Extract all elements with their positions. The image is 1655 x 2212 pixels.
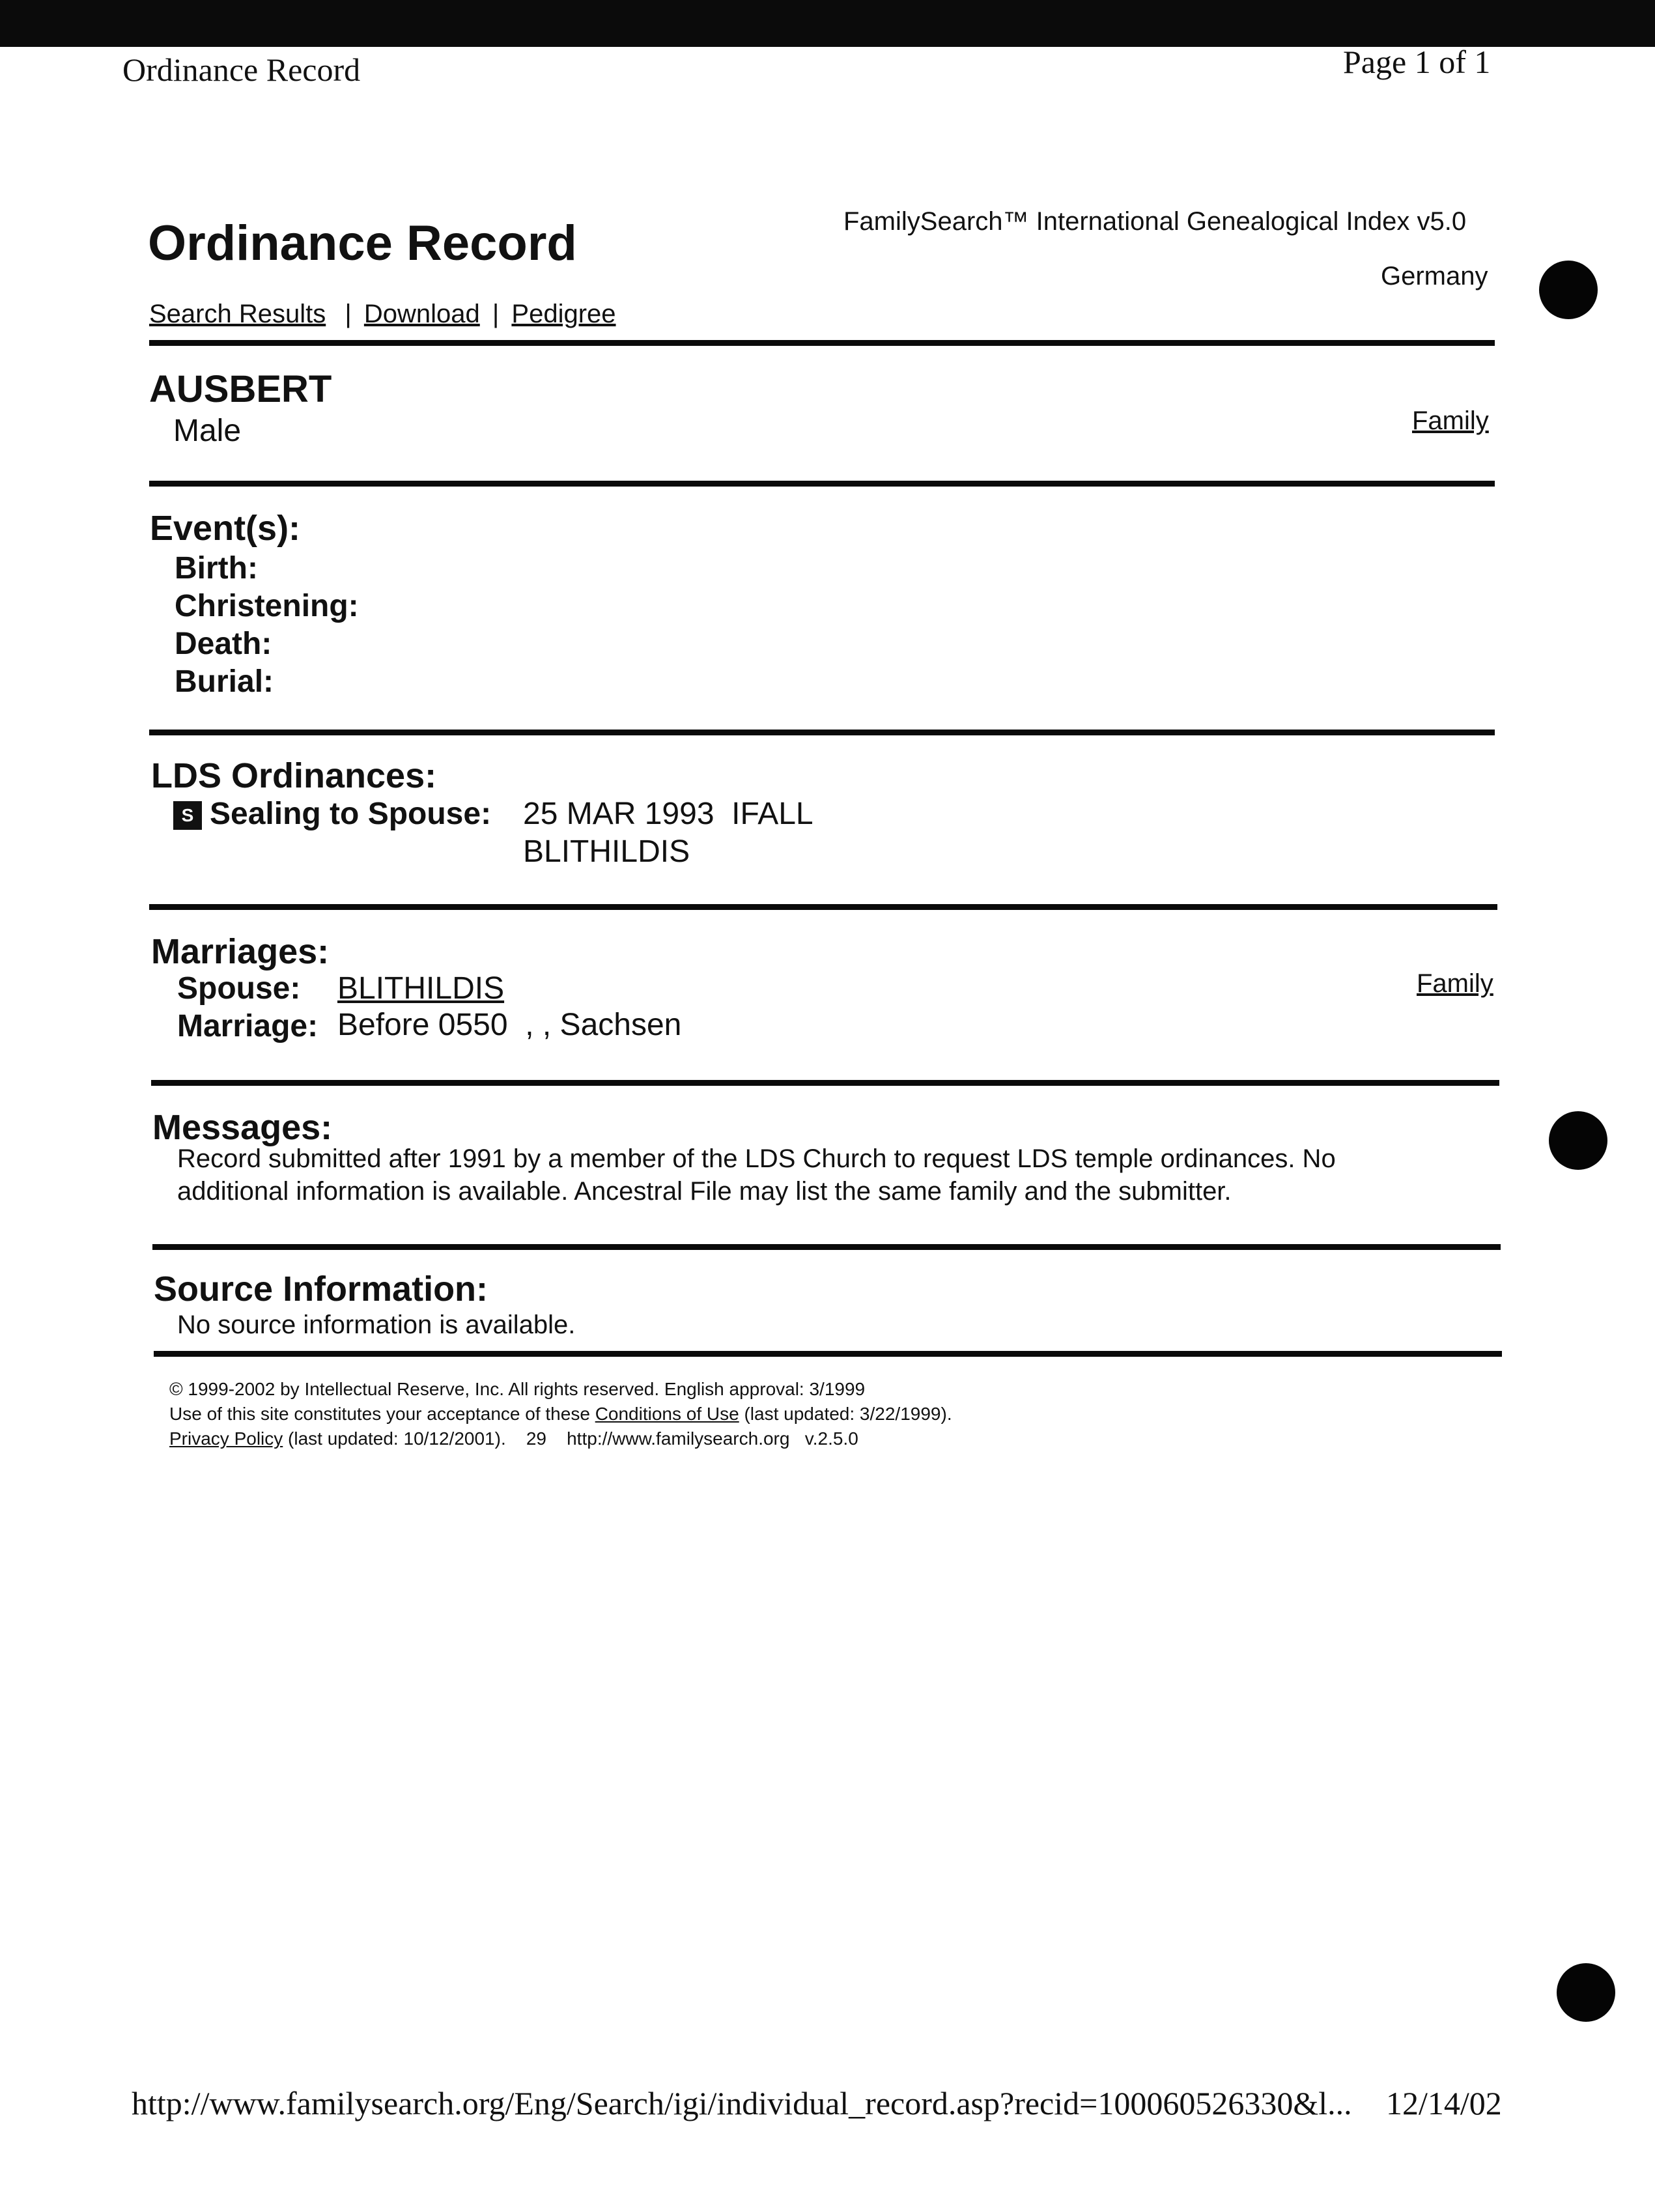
messages-text (177, 1142, 1336, 1208)
privacy-policy-link[interactable]: Privacy Policy (169, 1428, 283, 1449)
birth-label: Birth: (175, 551, 258, 586)
search-results-link[interactable]: Search Results (149, 300, 326, 328)
section-divider (149, 340, 1495, 346)
privacy-line (169, 1426, 952, 1451)
person-name: AUSBERT (149, 368, 332, 410)
messages-line: additional information is available. Ancestral File may list the same family and the submitter. (177, 1177, 1232, 1206)
punch-hole-icon (1549, 1111, 1607, 1170)
punch-hole-icon (1539, 261, 1598, 319)
terms-text: Use of this site constitutes your acceptance of these (169, 1404, 595, 1424)
section-divider (149, 730, 1495, 735)
spouse-label: Spouse: (177, 971, 301, 1006)
marriage-value: Before 0550 , , Sachsen (337, 1008, 682, 1042)
region-label: Germany (1381, 262, 1488, 291)
section-divider (149, 481, 1495, 487)
messages-line: Record submitted after 1991 by a member of the LDS Church to request LDS temple ordinances. No (177, 1144, 1336, 1173)
lds-ordinances-heading: LDS Ordinances: (151, 756, 437, 795)
site-footer (169, 1377, 952, 1451)
copyright-line: © 1999-2002 by Intellectual Reserve, Inc. All rights reserved. English approval: 3/1999 (169, 1379, 866, 1399)
page-title: Ordinance Record (148, 216, 577, 271)
marriage-label: Marriage: (177, 1009, 318, 1043)
terms-updated-text: (last updated: 3/22/1999). (739, 1404, 952, 1424)
section-divider (149, 904, 1497, 910)
sealing-label: Sealing to Spouse: (210, 797, 492, 831)
punch-hole-icon (1557, 1963, 1615, 2022)
section-divider (152, 1244, 1501, 1250)
events-heading: Event(s): (150, 509, 301, 548)
print-footer-url: http://www.familysearch.org/Eng/Search/igi/individual_record.asp?recid=100060526330&l... (132, 2085, 1352, 2121)
nav-separator: | (492, 300, 500, 328)
messages-heading: Messages: (152, 1108, 333, 1147)
top-nav (149, 300, 616, 329)
sealing-spouse: BLITHILDIS (523, 834, 690, 869)
sealing-date-temple: 25 MAR 1993 IFALL (523, 797, 813, 831)
privacy-updated-text: (last updated: 10/12/2001). 29 http://www.familysearch.org v.2.5.0 (283, 1428, 858, 1449)
sealing-badge-icon: S (173, 801, 202, 830)
terms-line (169, 1402, 952, 1426)
burial-label: Burial: (175, 664, 274, 699)
marriage-family-link[interactable]: Family (1417, 969, 1493, 998)
person-gender: Male (173, 414, 242, 448)
pedigree-link[interactable]: Pedigree (511, 300, 616, 328)
marriages-heading: Marriages: (151, 932, 330, 971)
family-link[interactable]: Family (1412, 406, 1489, 435)
print-page-number: Page 1 of 1 (1343, 44, 1491, 80)
source-text: No source information is available. (177, 1311, 576, 1339)
christening-label: Christening: (175, 589, 359, 623)
section-divider (154, 1351, 1502, 1357)
section-divider (151, 1080, 1499, 1086)
download-link[interactable]: Download (363, 300, 480, 328)
print-header-title: Ordinance Record (122, 51, 361, 88)
app-name: FamilySearch™ International Genealogical Index v5.0 (843, 207, 1467, 236)
sealing-row (173, 796, 491, 832)
scan-top-border (0, 0, 1655, 47)
conditions-of-use-link[interactable]: Conditions of Use (595, 1404, 739, 1424)
print-footer-date: 12/14/02 (1386, 2085, 1502, 2121)
spouse-name-link[interactable]: BLITHILDIS (337, 971, 505, 1006)
events-list (175, 550, 359, 701)
nav-separator: | (345, 300, 352, 328)
death-label: Death: (175, 627, 272, 661)
source-heading: Source Information: (154, 1269, 488, 1309)
